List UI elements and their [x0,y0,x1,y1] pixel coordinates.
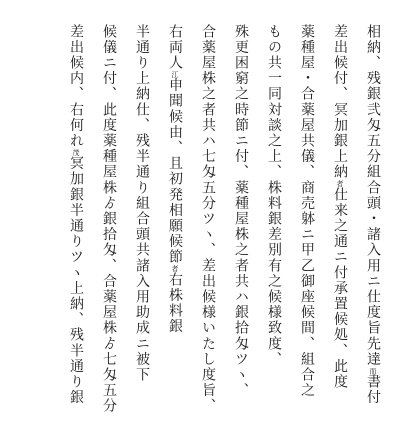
text-segment: 差出候付、冥加銀上納 [332,24,348,180]
small-annotation-char: 而 [369,367,377,375]
small-annotation-char: 茂 [72,148,80,156]
text-segment: 半通り上納仕、残半通り組合頭共諸入用助成ニ被下 [134,24,150,383]
text-segment: 仕来之通ニ付承置候処、此度 [332,187,348,390]
text-line [125,24,158,424]
small-annotation-char: 者 [336,180,344,187]
text-line [290,24,323,424]
text-segment: 合薬屋株之者共ハ七匁五分ツヽ、差出候様いたし度旨、 [200,24,216,414]
text-segment: 書付 [365,374,381,406]
text-segment: 右両人 [167,24,183,71]
vertical-text-block [59,24,389,424]
text-segment: 冥加銀半通りツヽ上納、残半通り銀 [68,155,84,406]
text-line [224,24,257,424]
text-line [257,24,290,424]
text-line [191,24,224,424]
text-segment: 薬種屋・合薬屋共儀、商売躰ニ甲乙御座候間、組合之 [299,24,315,399]
text-line [323,24,356,424]
text-segment: 相納、残銀弐匁五分組合頭・諸入用ニ仕度旨先達 [365,24,381,368]
text-segment: 右株料銀 [167,272,183,335]
text-segment: もの共一同対談之上、株料銀差別有之候様致度、 [266,24,282,368]
text-line [92,24,125,424]
text-line [356,24,389,424]
small-annotation-char: 者 [171,265,179,273]
text-segment: 候儀ニ付、此度薬種屋株ゟ銀拾匁、合薬屋株ゟ七匁五分 [101,24,117,414]
text-segment: 申聞候由、且初発相願候節 [167,77,183,266]
small-annotation-char: 江 [171,70,179,78]
text-segment: 殊更困窮之時節ニ付、薬種屋株之者共ハ銀拾匁ツヽ、 [233,24,249,399]
text-segment: 差出候内、右何れ [68,24,84,149]
text-line [158,24,191,424]
text-line [59,24,92,424]
